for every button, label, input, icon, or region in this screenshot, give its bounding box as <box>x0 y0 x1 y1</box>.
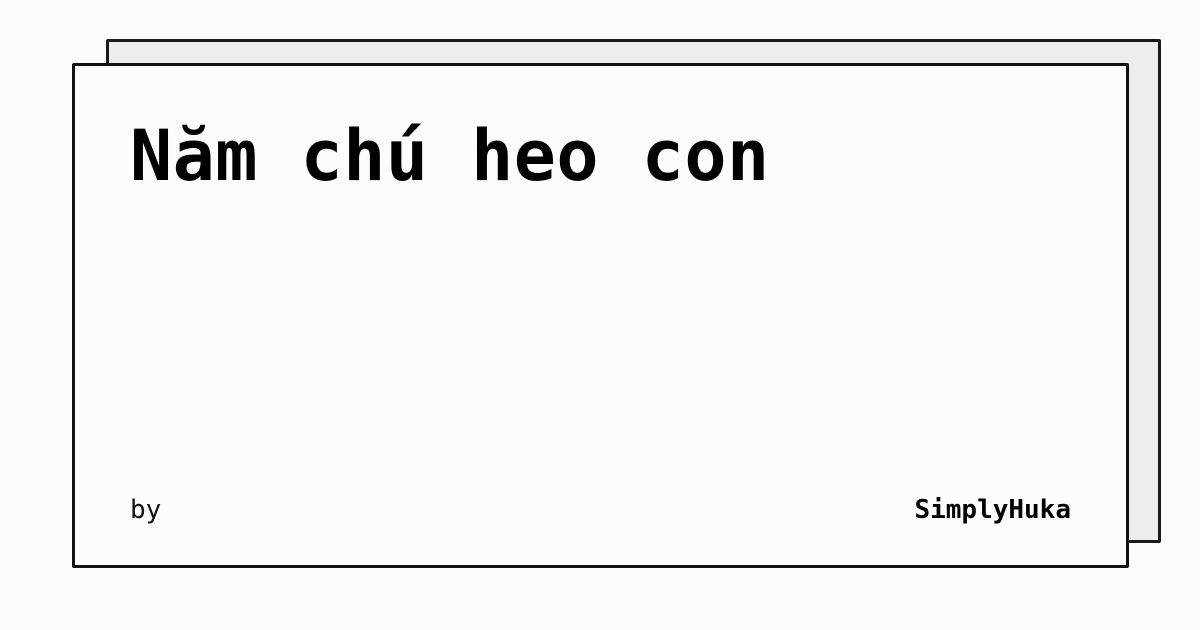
by-label: by <box>130 495 162 525</box>
title-card <box>72 63 1129 568</box>
page-title: Năm chú heo con <box>130 115 770 197</box>
author-name: SimplyHuka <box>914 495 1071 525</box>
